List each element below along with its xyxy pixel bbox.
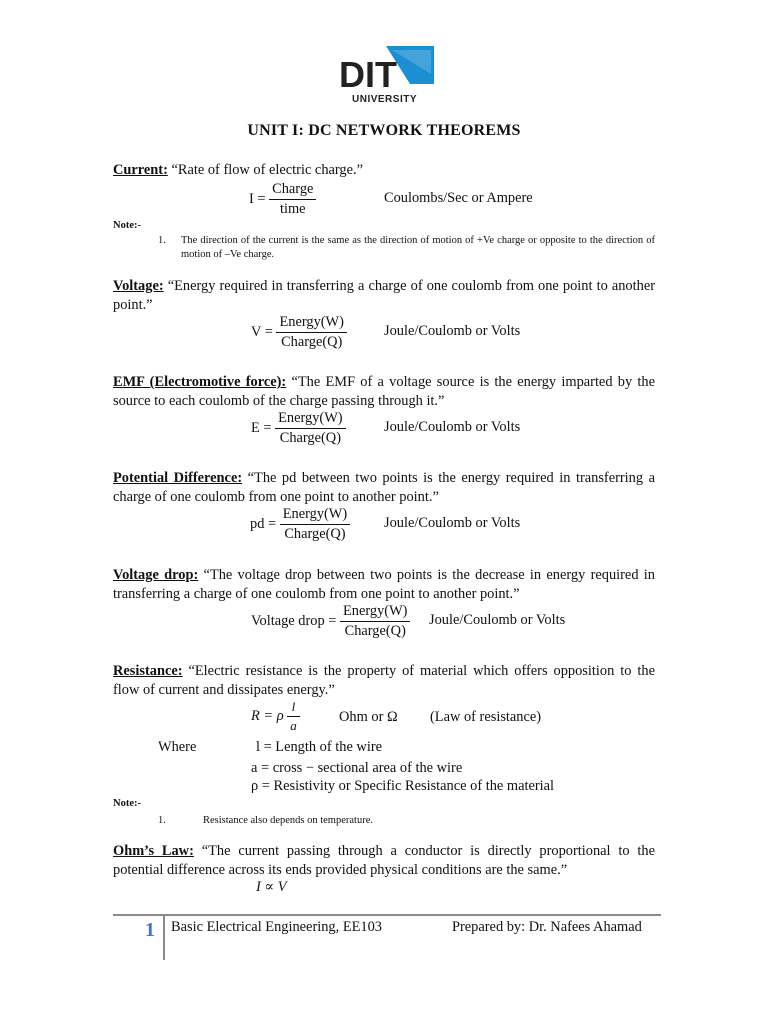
resistance-numerator: l <box>287 699 300 717</box>
note-text: The direction of the current is the same as the direction of motion of +Ve charge or opposite to the direction of motion of –Ve charge. <box>181 235 655 260</box>
footer-author: Prepared by: Dr. Nafees Ahamad <box>452 919 642 935</box>
voltage-definition <box>113 277 655 315</box>
vdrop-term: Voltage drop: <box>113 567 199 583</box>
vdrop-definition-text: “The voltage drop between two points is the decrease in energy required in transferring a charge of one coulomb from one point to another point.” <box>113 567 655 602</box>
ohm-term: Ohm’s Law: <box>113 843 194 859</box>
current-fraction <box>269 181 316 218</box>
resistance-denominator: a <box>290 718 297 733</box>
voltage-term: Voltage: <box>113 278 164 294</box>
current-term: Current: <box>113 162 168 178</box>
emf-eq-lhs: E = <box>251 419 272 436</box>
ohm-formula: I ∝ V <box>256 879 287 895</box>
resistance-law: (Law of resistance) <box>430 709 542 725</box>
page-title: UNIT I: DC NETWORK THEOREMS <box>247 122 521 139</box>
note2-label: Note:- <box>113 798 141 809</box>
footer-rule <box>113 914 661 916</box>
vdrop-eq-lhs: Voltage drop = <box>251 612 337 629</box>
voltage-eq-lhs: V = <box>251 323 273 340</box>
vdrop-definition <box>113 566 655 604</box>
resistance-term: Resistance: <box>113 663 183 679</box>
ohm-definition <box>113 842 655 880</box>
voltage-definition-text: “Energy required in transferring a charge of one coulomb from one point to another point.” <box>113 278 655 313</box>
logo-text-main: DIT <box>339 54 397 95</box>
resistance-def-area: a = cross − sectional area of the wire <box>251 760 463 776</box>
resistance-def-length: l = Length of the wire <box>256 739 383 755</box>
vdrop-numerator: Energy(W) <box>340 603 410 622</box>
note2-number: 1. <box>158 815 166 826</box>
pd-denominator: Charge(Q) <box>284 526 346 542</box>
voltage-fraction <box>276 314 346 351</box>
pd-unit: Joule/Coulomb or Volts <box>384 515 521 531</box>
vdrop-fraction <box>340 603 410 640</box>
pd-term: Potential Difference: <box>113 470 243 486</box>
emf-fraction <box>275 410 345 447</box>
resistance-eq-lhs: R = ρ <box>251 707 284 724</box>
emf-numerator: Energy(W) <box>275 410 345 429</box>
note-number: 1. <box>158 235 166 246</box>
resistance-where: Where <box>158 739 197 755</box>
resistance-def-resistivity: ρ = Resistivity or Specific Resistance of the material <box>251 778 555 794</box>
current-unit: Coulombs/Sec or Ampere <box>384 190 533 206</box>
emf-unit: Joule/Coulomb or Volts <box>384 419 521 435</box>
emf-definition-text: “The EMF of a voltage source is the energy imparted by the source to each coulomb of the charge passing through it.” <box>113 374 655 409</box>
current-eq-lhs: I = <box>249 190 266 207</box>
logo-text-sub: UNIVERSITY <box>352 94 418 105</box>
page-number: 1 <box>145 919 155 941</box>
pd-definition <box>113 469 655 507</box>
vdrop-unit: Joule/Coulomb or Volts <box>429 612 566 628</box>
note-label: Note:- <box>113 220 141 231</box>
pd-eq-lhs: pd = <box>250 515 277 532</box>
pd-fraction <box>280 506 350 543</box>
footer-divider <box>163 914 165 960</box>
emf-term: EMF (Electromotive force): <box>113 374 287 390</box>
emf-denominator: Charge(Q) <box>279 430 341 446</box>
resistance-fraction <box>287 699 300 734</box>
current-equation <box>249 181 316 218</box>
vdrop-denominator: Charge(Q) <box>344 623 406 639</box>
resistance-definition-text: “Electric resistance is the property of material which offers opposition to the flow of current and dissipates energy.” <box>113 663 655 698</box>
current-denominator: time <box>279 201 306 217</box>
voltage-numerator: Energy(W) <box>276 314 346 333</box>
logo-graphic <box>336 44 436 106</box>
note2-text: Resistance also depends on temperature. <box>203 815 373 826</box>
pd-definition-text: “The pd between two points is the energy required in transferring a charge of one coulomb from one point to another point.” <box>113 470 655 505</box>
voltage-denominator: Charge(Q) <box>281 334 343 350</box>
emf-equation <box>251 410 346 447</box>
resistance-equation <box>251 699 300 734</box>
resistance-unit: Ohm or Ω <box>339 709 398 725</box>
voltage-equation <box>251 314 347 351</box>
dit-university-logo <box>336 44 436 106</box>
pd-numerator: Energy(W) <box>280 506 350 525</box>
current-definition-text: “Rate of flow of electric charge.” <box>171 162 364 178</box>
footer-course: Basic Electrical Engineering, EE103 <box>171 919 382 935</box>
voltage-unit: Joule/Coulomb or Volts <box>384 323 521 339</box>
vdrop-equation <box>251 603 410 640</box>
pd-equation <box>250 506 350 543</box>
ohm-definition-text: “The current passing through a conductor is directly proportional to the potential difference across its ends provided physical conditions are the same.” <box>113 843 655 878</box>
current-definition <box>113 161 655 180</box>
resistance-definition <box>113 662 655 700</box>
current-numerator: Charge <box>269 181 316 200</box>
emf-definition <box>113 373 655 411</box>
